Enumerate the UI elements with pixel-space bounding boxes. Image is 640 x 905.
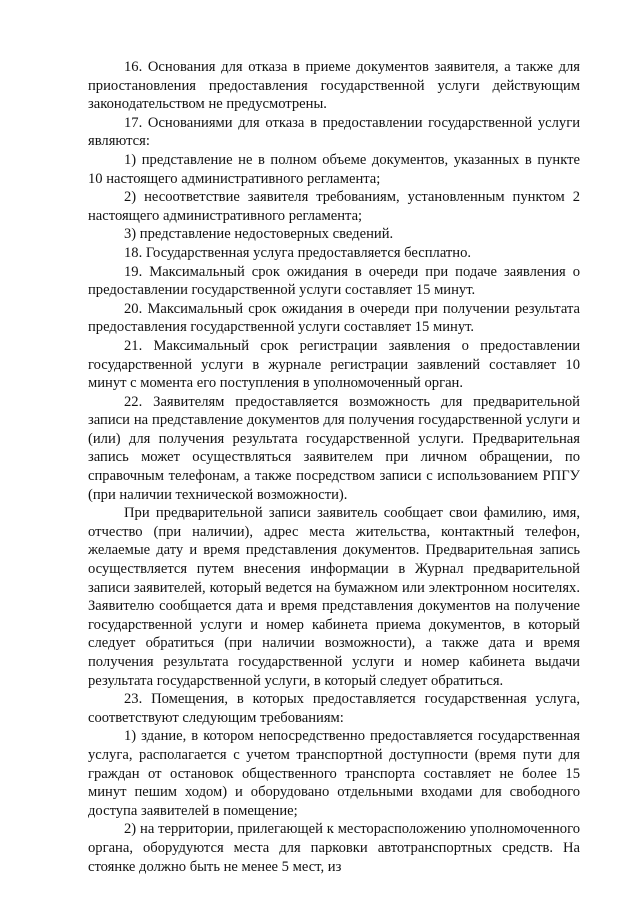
paragraph-23: 23. Помещения, в которых предоставляется государственная услуга, соответствуют следующим требованиям: xyxy=(88,691,580,726)
paragraph-21: 21. Максимальный срок регистрации заявления о предоставлении государственной услуги в журнале регистрации заявлений составляет 10 минут с момента его поступления в уполномоченный орган. xyxy=(88,337,580,392)
document-page xyxy=(88,58,580,876)
paragraph-17: 17. Основаниями для отказа в предоставлении государственной услуги являются: xyxy=(88,114,580,150)
list-item-17-2: 2) несоответствие заявителя требованиям, установленным пунктом 2 настоящего административного регламента; xyxy=(88,189,580,224)
paragraph-22: 22. Заявителям предоставляется возможность для предварительной записи на представление документов для получения государственной услуги и (или) для получения результата государственной услуги. Предварительная запись может осуществляться заявителем при личном обращении, по справочным телефонам, а также посредством записи с использованием РПГУ (при наличии технической возможности). xyxy=(88,393,580,503)
paragraph-22-continued: При предварительной записи заявитель сообщает свои фамилию, имя, отчество (при наличии), адрес места жительства, контактный телефон, желаемые дату и время представления документов. Предварительная запись осуществляется путем внесения информации в Журнал предварительной записи заявителей, который ведется на бумажном или электронном носителях. Заявителю сообщается дата и время представления документов на получение государственной услуги и номер кабинета приема документов, в который следует обратиться (при наличии возможности), а также дата и время получения результата государственной услуги и номер кабинета выдачи результата государственной услуги, в который следует обратиться. xyxy=(88,505,580,689)
paragraph-20: 20. Максимальный срок ожидания в очереди при получении результата предоставления государственной услуги составляет 15 минут. xyxy=(88,300,580,336)
list-item-23-2: 2) на территории, прилегающей к месторасположению уполномоченного органа, оборудуются места для парковки автотранспортных средств. На стоянке должно быть не менее 5 мест, из xyxy=(88,821,580,875)
list-item-17-1: 1) представление не в полном объеме документов, указанных в пункте 10 настоящего административного регламента; xyxy=(88,151,580,187)
paragraph-16: 16. Основания для отказа в приеме документов заявителя, а также для приостановления предоставления государственной услуги действующим законодательством не предусмотрены. xyxy=(88,59,580,113)
paragraph-18: 18. Государственная услуга предоставляется бесплатно. xyxy=(124,244,472,261)
paragraph-19: 19. Максимальный срок ожидания в очереди при подаче заявления о предоставлении государственной услуги составляет 15 минут. xyxy=(88,263,580,299)
list-item-17-3: 3) представление недостоверных сведений. xyxy=(124,226,394,243)
list-item-23-1: 1) здание, в котором непосредственно предоставляется государственная услуга, располагается с учетом транспортной доступности (время пути для граждан от остановок общественного транспорта составляет не более 15 минут пешим ходом) и оборудовано отдельными входами для свободного доступа заявителей в помещение; xyxy=(88,728,580,819)
